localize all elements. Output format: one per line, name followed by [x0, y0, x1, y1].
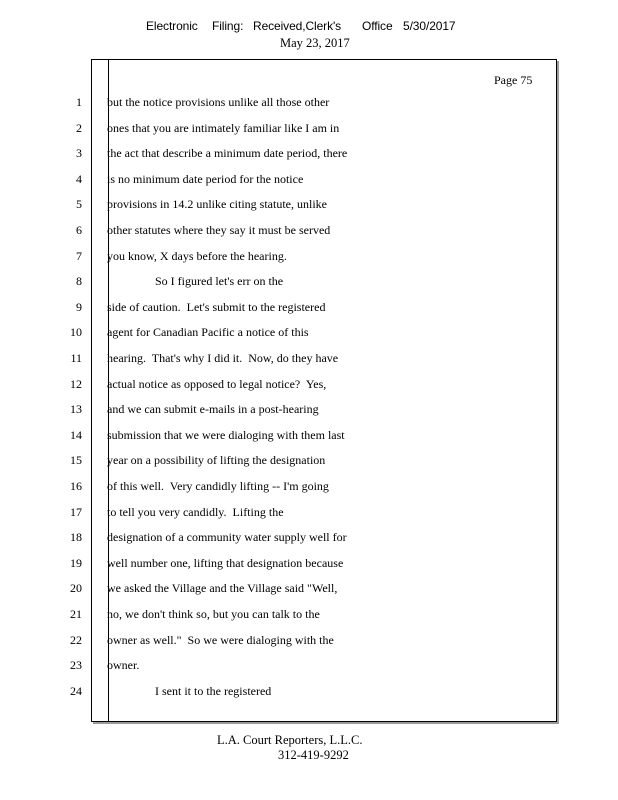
- line-number: 18: [70, 530, 82, 544]
- line-number: 20: [70, 581, 82, 595]
- line-number: 23: [70, 658, 82, 672]
- line-number: 14: [70, 428, 82, 442]
- line-number: 1: [76, 95, 82, 109]
- line-number: 13: [70, 402, 82, 416]
- line-text: I sent it to the registered: [107, 684, 272, 698]
- line-number: 10: [70, 325, 82, 339]
- line-number: 8: [76, 274, 82, 288]
- line-number: 15: [70, 453, 82, 467]
- line-text: provisions in 14.2 unlike citing statute, unlike: [107, 197, 327, 211]
- stamp-date: 5/30/2017: [403, 19, 456, 33]
- line-text: and we can submit e-mails in a post-hearing: [107, 402, 319, 416]
- line-number: 5: [76, 197, 82, 211]
- line-number: 16: [70, 479, 82, 493]
- stamp-filing: Filing:: [212, 19, 244, 33]
- line-number: 24: [70, 684, 82, 698]
- line-number: 4: [76, 172, 82, 186]
- line-number: 22: [70, 633, 82, 647]
- line-text: owner as well." So we were dialoging with the: [107, 633, 334, 647]
- line-number: 6: [76, 223, 82, 237]
- line-number: 2: [76, 121, 82, 135]
- line-number: 17: [70, 505, 82, 519]
- line-number: 9: [76, 300, 82, 314]
- line-text: designation of a community water supply well for: [107, 530, 347, 544]
- line-number: 21: [70, 607, 82, 621]
- line-number: 3: [76, 146, 82, 160]
- line-text: ones that you are intimately familiar like I am in: [107, 121, 340, 135]
- line-text: owner.: [107, 658, 140, 672]
- line-text: the act that describe a minimum date period, there: [107, 146, 348, 160]
- line-text: is no minimum date period for the notice: [107, 172, 304, 186]
- page-number: Page 75: [494, 73, 533, 87]
- line-text: actual notice as opposed to legal notice? Yes,: [107, 377, 327, 391]
- line-text: but the notice provisions unlike all those other: [107, 95, 330, 109]
- line-number: 11: [70, 351, 82, 365]
- line-text: year on a possibility of lifting the designation: [107, 453, 326, 467]
- stamp-office: Office: [362, 19, 393, 33]
- stamp-electronic: Electronic: [146, 19, 198, 33]
- line-text: no, we don't think so, but you can talk to the: [107, 607, 320, 621]
- line-text: to tell you very candidly. Lifting the: [107, 505, 284, 519]
- footer-phone: 312-419-9292: [278, 748, 349, 762]
- line-text: agent for Canadian Pacific a notice of this: [107, 325, 309, 339]
- footer-company: L.A. Court Reporters, L.L.C.: [217, 733, 363, 747]
- line-text: submission that we were dialoging with them last: [107, 428, 345, 442]
- line-text: So I figured let's err on the: [107, 274, 284, 288]
- line-number: 7: [76, 249, 82, 263]
- line-text: you know, X days before the hearing.: [107, 249, 287, 263]
- line-text: other statutes where they say it must be served: [107, 223, 331, 237]
- transcript-date: May 23, 2017: [280, 36, 350, 50]
- line-text: side of caution. Let's submit to the registered: [107, 300, 326, 314]
- line-text: we asked the Village and the Village said "Well,: [107, 581, 338, 595]
- line-text: well number one, lifting that designation because: [107, 556, 344, 570]
- line-text: hearing. That's why I did it. Now, do they have: [107, 351, 339, 365]
- line-number: 19: [70, 556, 82, 570]
- line-text: of this well. Very candidly lifting -- I'm going: [107, 479, 329, 493]
- line-number: 12: [70, 377, 82, 391]
- stamp-received-clerks: Received,Clerk's: [253, 19, 342, 33]
